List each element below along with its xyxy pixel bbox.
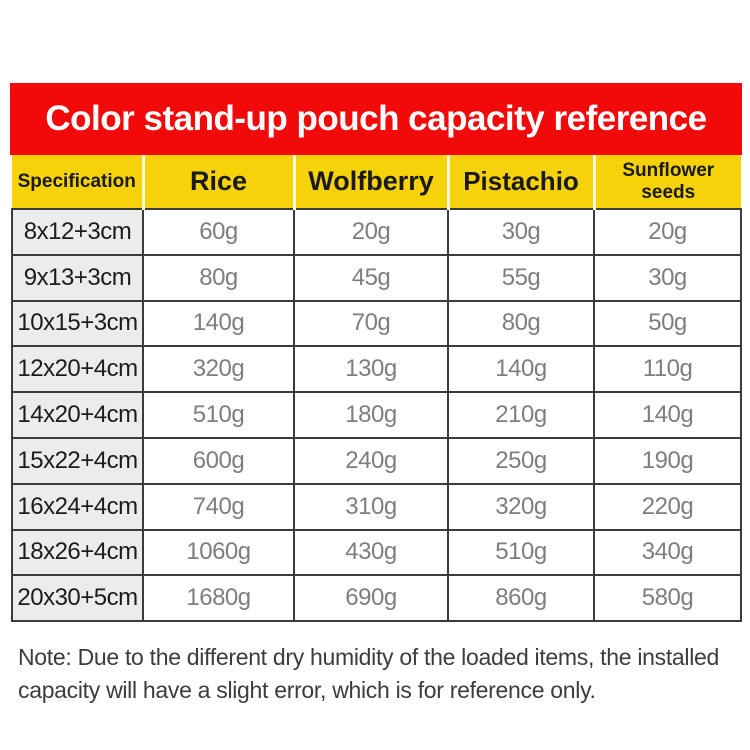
table-row	[12, 392, 741, 438]
table-row	[12, 301, 741, 347]
value-cell: 860g	[448, 575, 594, 621]
value-cell: 80g	[143, 255, 294, 301]
value-cell: 690g	[294, 575, 448, 621]
value-cell: 20g	[294, 209, 448, 255]
value-cell: 430g	[294, 530, 448, 576]
table-body	[12, 209, 741, 621]
table-row	[12, 575, 741, 621]
value-cell: 310g	[294, 484, 448, 530]
value-cell: 240g	[294, 438, 448, 484]
table-row	[12, 255, 741, 301]
spec-cell: 20x30+5cm	[12, 575, 143, 621]
value-cell: 110g	[594, 346, 741, 392]
column-header-rice: Rice	[143, 155, 294, 209]
note-line-2: capacity will have a slight error, which is for reference only.	[18, 677, 596, 703]
reference-note	[18, 641, 732, 707]
value-cell: 1060g	[143, 530, 294, 576]
value-cell: 55g	[448, 255, 594, 301]
value-cell: 220g	[594, 484, 741, 530]
table-row	[12, 346, 741, 392]
value-cell: 80g	[448, 301, 594, 347]
value-cell: 320g	[143, 346, 294, 392]
value-cell: 740g	[143, 484, 294, 530]
value-cell: 340g	[594, 530, 741, 576]
value-cell: 140g	[143, 301, 294, 347]
table-row	[12, 484, 741, 530]
value-cell: 180g	[294, 392, 448, 438]
value-cell: 320g	[448, 484, 594, 530]
value-cell: 140g	[448, 346, 594, 392]
column-header-wolfberry: Wolfberry	[294, 155, 448, 209]
value-cell: 1680g	[143, 575, 294, 621]
value-cell: 190g	[594, 438, 741, 484]
value-cell: 580g	[594, 575, 741, 621]
value-cell: 60g	[143, 209, 294, 255]
value-cell: 140g	[594, 392, 741, 438]
column-header-sunflower-seeds: Sunflower seeds	[594, 155, 741, 209]
title-banner	[10, 83, 742, 155]
spec-cell: 15x22+4cm	[12, 438, 143, 484]
spec-cell: 8x12+3cm	[12, 209, 143, 255]
value-cell: 250g	[448, 438, 594, 484]
value-cell: 70g	[294, 301, 448, 347]
capacity-table	[11, 155, 742, 622]
spec-cell: 10x15+3cm	[12, 301, 143, 347]
page-title: Color stand-up pouch capacity reference	[45, 99, 707, 138]
spec-cell: 16x24+4cm	[12, 484, 143, 530]
table-row	[12, 209, 741, 255]
column-header-specification: Specification	[12, 155, 143, 209]
header-row	[12, 155, 741, 209]
value-cell: 30g	[594, 255, 741, 301]
value-cell: 600g	[143, 438, 294, 484]
table-row	[12, 530, 741, 576]
value-cell: 510g	[448, 530, 594, 576]
value-cell: 20g	[594, 209, 741, 255]
value-cell: 510g	[143, 392, 294, 438]
spec-cell: 18x26+4cm	[12, 530, 143, 576]
spec-cell: 12x20+4cm	[12, 346, 143, 392]
spec-cell: 14x20+4cm	[12, 392, 143, 438]
value-cell: 30g	[448, 209, 594, 255]
value-cell: 130g	[294, 346, 448, 392]
value-cell: 210g	[448, 392, 594, 438]
value-cell: 50g	[594, 301, 741, 347]
value-cell: 45g	[294, 255, 448, 301]
spec-cell: 9x13+3cm	[12, 255, 143, 301]
column-header-pistachio: Pistachio	[448, 155, 594, 209]
note-line-1: Note: Due to the different dry humidity of the loaded items, the installed	[18, 644, 720, 670]
table-row	[12, 438, 741, 484]
